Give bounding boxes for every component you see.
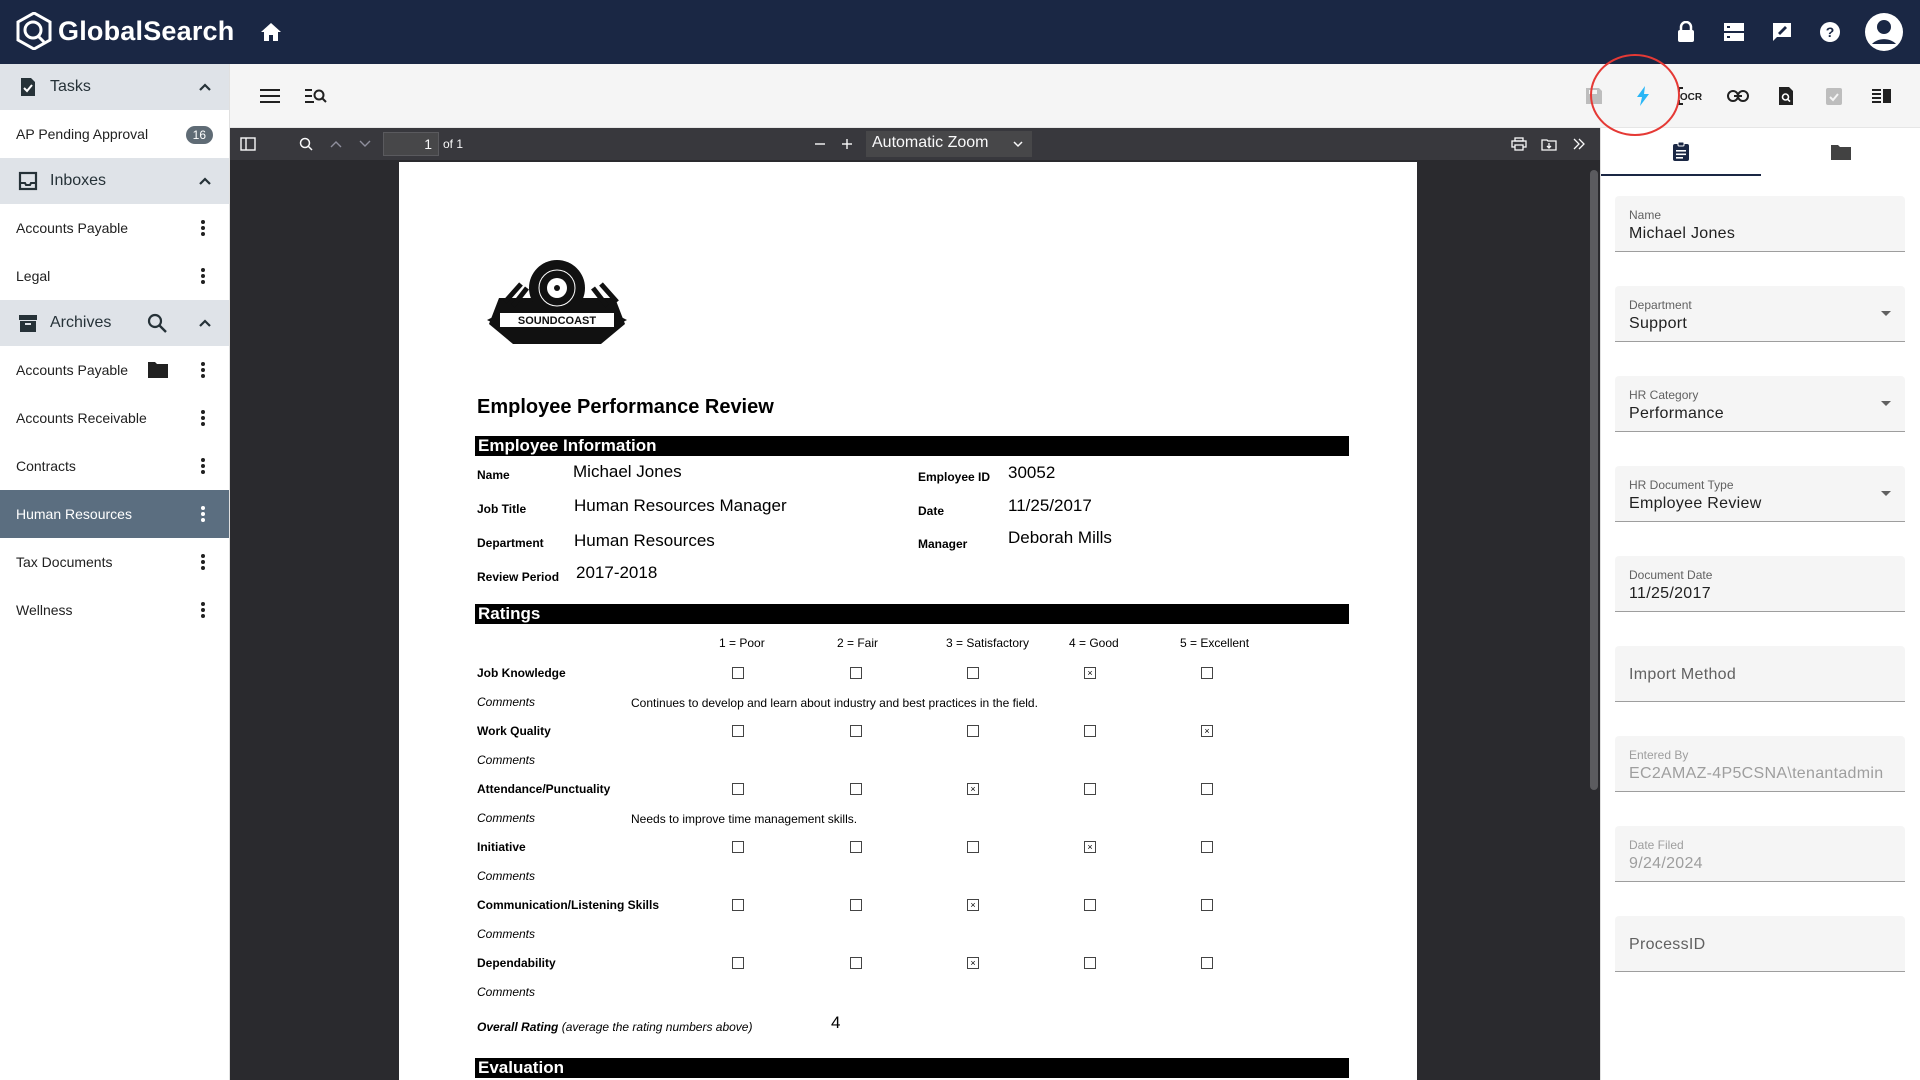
toggle-sidebar-button[interactable]	[238, 134, 258, 154]
rating-checkbox: ×	[1084, 841, 1096, 853]
lock-button[interactable]	[1672, 18, 1700, 46]
user-avatar[interactable]	[1864, 12, 1904, 52]
ocr-button[interactable]	[1678, 84, 1702, 108]
sidebar-item-archive-contracts[interactable]: Contracts	[0, 442, 229, 490]
rating-checkbox	[732, 957, 744, 969]
tab-related-documents[interactable]	[1761, 128, 1920, 176]
doc-department-value: Human Resources	[574, 531, 715, 550]
doc-employee-id-value: 30052	[1008, 463, 1056, 482]
chevron-down-icon	[1012, 138, 1024, 150]
feedback-icon	[1771, 21, 1793, 43]
rating-checkbox: ×	[1084, 667, 1096, 679]
print-button[interactable]	[1509, 134, 1529, 154]
hr-document-type-select[interactable]: HR Document Type Employee Review	[1615, 466, 1905, 522]
doc-date-value: 11/25/2017	[1008, 496, 1092, 515]
link-icon	[1727, 90, 1749, 102]
count-badge: 16	[186, 126, 213, 144]
rating-label: Communication/Listening Skills	[477, 898, 660, 912]
page-number-input[interactable]	[383, 132, 439, 156]
pdf-viewer-toolbar	[230, 128, 1600, 160]
more-vert-icon[interactable]	[193, 552, 213, 572]
chevron-up-icon[interactable]	[195, 171, 215, 191]
app-logo[interactable]	[16, 12, 234, 50]
search-results-button[interactable]	[304, 84, 328, 108]
rating-label: Work Quality	[477, 724, 551, 738]
pdf-page: SOUNDCOAST Employee Performance Review Employee Information Name Michael Jones Job Title Human Resources Manager Department Human Resources Review Period 2017-2018 Employee ID 30052 Date 11/25/2017 Manager Deborah Mills Ratings 1 = Poor 2 = Fair 3 = Satisfactory 4 = Good 5 = Excellent Job Knowledge × Comments Continues to develop and learn about industry and best practices in the field. Work Quality × Comments Attendance/Punctuality × Comments Needs to improve time management skills. Initiative × Comments Communication/Listening Skills × Comments Dependability × Comments Overall Rating (average the rating numbers above) 4 Evaluation	[399, 162, 1417, 1080]
rating-checkbox	[1201, 899, 1213, 911]
sidebar-section-tasks[interactable]: Tasks	[0, 64, 229, 110]
svg-text:OCR: OCR	[1679, 92, 1702, 103]
overall-rating-value: 4	[831, 1013, 841, 1032]
comments-label: Comments	[477, 869, 536, 883]
sidebar-item-inbox-legal[interactable]: Legal	[0, 252, 229, 300]
sidebar	[0, 64, 230, 1080]
download-icon	[1541, 137, 1557, 151]
tools-button[interactable]	[1569, 134, 1589, 154]
comments-label: Comments	[477, 927, 536, 941]
comments-label: Comments	[477, 985, 536, 999]
menu-button[interactable]	[258, 84, 282, 108]
rating-checkbox	[1201, 783, 1213, 795]
name-field[interactable]: Name Michael Jones	[1615, 196, 1905, 252]
previous-page-button[interactable]	[326, 134, 346, 154]
sidebar-item-archive-tax-documents[interactable]: Tax Documents	[0, 538, 229, 586]
comments-label: Comments	[477, 695, 536, 709]
rating-label: Initiative	[477, 840, 526, 854]
plus-icon	[840, 137, 854, 151]
sidebar-item-archive-human-resources[interactable]: Human Resources	[0, 490, 229, 538]
rating-checkbox: ×	[967, 899, 979, 911]
ocr-icon	[1678, 87, 1702, 105]
comment-text: Needs to improve time management skills.	[631, 812, 858, 826]
rating-checkbox: ×	[967, 783, 979, 795]
panel-tabs	[1601, 128, 1920, 176]
overall-rating-label: Overall Rating (average the rating numbers above)	[477, 1020, 753, 1034]
rating-checkbox	[850, 783, 862, 795]
department-select[interactable]: Department Support	[1615, 286, 1905, 342]
section-band-evaluation: Evaluation	[475, 1058, 1349, 1078]
pdf-find-button[interactable]	[296, 134, 316, 154]
rating-checkbox	[1201, 957, 1213, 969]
more-vert-icon[interactable]	[193, 456, 213, 476]
more-vert-icon[interactable]	[193, 266, 213, 286]
archive-icon	[18, 313, 38, 333]
sidebar-toggle-icon	[240, 137, 256, 151]
more-vert-icon[interactable]	[193, 408, 213, 428]
rating-checkbox	[850, 957, 862, 969]
pdf-scrollbar[interactable]	[1590, 170, 1598, 790]
rating-checkbox: ×	[1201, 725, 1213, 737]
section-band-ratings: Ratings	[475, 604, 1349, 624]
rating-checkbox	[1084, 783, 1096, 795]
manage-search-icon	[305, 87, 327, 105]
zoom-select[interactable]: Automatic Zoom	[866, 131, 1032, 157]
app-title: GlobalSearch	[58, 15, 235, 46]
task-icon	[18, 77, 38, 97]
dropdown-arrow-icon	[1881, 310, 1891, 318]
sidebar-item-archive-accounts-payable[interactable]: Accounts Payable	[0, 346, 229, 394]
document-toolbar	[230, 64, 1920, 128]
doc-name-value: Michael Jones	[573, 462, 682, 481]
more-vert-icon[interactable]	[193, 218, 213, 238]
zoom-in-button[interactable]	[837, 134, 857, 154]
find-in-document-button[interactable]	[1774, 84, 1798, 108]
rating-checkbox	[1084, 957, 1096, 969]
chevron-up-icon[interactable]	[195, 313, 215, 333]
home-button[interactable]	[257, 18, 285, 46]
process-id-field[interactable]: ProcessID	[1615, 916, 1905, 972]
save-icon	[1585, 87, 1603, 105]
doc-manager-value: Deborah Mills	[1008, 528, 1112, 547]
rating-checkbox	[732, 899, 744, 911]
double-chevron-right-icon	[1572, 138, 1586, 150]
account-circle-icon	[1864, 12, 1904, 52]
home-icon	[260, 22, 282, 42]
minus-icon	[813, 137, 827, 151]
help-button[interactable]	[1816, 18, 1844, 46]
import-method-field[interactable]: Import Method	[1615, 646, 1905, 702]
rating-checkbox	[1201, 667, 1213, 679]
rating-checkbox	[967, 725, 979, 737]
document-title: Employee Performance Review	[477, 396, 774, 418]
chevron-down-icon	[358, 139, 372, 149]
chevron-up-icon	[329, 139, 343, 149]
sidebar-item-archive-wellness[interactable]: Wellness	[0, 586, 229, 634]
approve-button[interactable]	[1822, 84, 1846, 108]
save-button[interactable]	[1582, 84, 1606, 108]
soundcoast-logo	[477, 254, 637, 364]
comments-label: Comments	[477, 811, 536, 825]
find-in-page-icon	[1778, 86, 1794, 106]
clipboard-icon	[1672, 141, 1690, 162]
vertical-split-icon	[1872, 88, 1892, 104]
folder-icon	[1830, 143, 1852, 161]
inbox-icon	[18, 171, 38, 191]
rating-checkbox	[850, 725, 862, 737]
assignment-check-icon	[1825, 86, 1843, 106]
more-vert-icon[interactable]	[193, 600, 213, 620]
section-band-employee-information: Employee Information	[475, 436, 1349, 456]
document-date-field[interactable]: Document Date 11/25/2017	[1615, 556, 1905, 612]
rating-checkbox	[732, 841, 744, 853]
entered-by-field: Entered By EC2AMAZ-4P5CSNA\tenantadmin	[1615, 736, 1905, 792]
rating-checkbox	[1201, 841, 1213, 853]
top-app-bar	[0, 0, 1920, 64]
hr-category-select[interactable]: HR Category Performance	[1615, 376, 1905, 432]
rating-checkbox	[1084, 899, 1096, 911]
rating-checkbox	[732, 667, 744, 679]
lock-icon	[1677, 21, 1695, 43]
download-button[interactable]	[1539, 134, 1559, 154]
sidebar-section-inboxes[interactable]: Inboxes	[0, 158, 229, 204]
tab-index-fields[interactable]	[1601, 128, 1761, 176]
rating-checkbox	[850, 667, 862, 679]
rating-checkbox	[967, 667, 979, 679]
link-button[interactable]	[1726, 84, 1750, 108]
toggle-panel-button[interactable]	[1870, 84, 1894, 108]
page-count: of 1	[443, 137, 464, 151]
globalsearch-logo-icon	[16, 12, 52, 50]
sidebar-item-inbox-accounts-payable[interactable]: Accounts Payable	[0, 204, 229, 252]
search-icon[interactable]	[146, 312, 168, 334]
date-filed-field: Date Filed 9/24/2024	[1615, 826, 1905, 882]
quick-action-button[interactable]	[1631, 84, 1655, 108]
zoom-out-button[interactable]	[810, 134, 830, 154]
search-icon	[299, 137, 313, 151]
menu-icon	[260, 88, 280, 104]
rating-label: Dependability	[477, 956, 556, 970]
rating-checkbox	[850, 841, 862, 853]
flash-icon	[1636, 85, 1650, 107]
doc-job-title-value: Human Resources Manager	[574, 496, 787, 515]
sidebar-item-archive-accounts-receivable[interactable]: Accounts Receivable	[0, 394, 229, 442]
help-icon	[1819, 21, 1841, 43]
more-vert-icon[interactable]	[193, 360, 213, 380]
rating-label: Job Knowledge	[477, 666, 566, 680]
doc-review-period-value: 2017-2018	[576, 563, 658, 582]
rating-checkbox	[732, 725, 744, 737]
rating-checkbox	[732, 783, 744, 795]
comment-text: Continues to develop and learn about industry and best practices in the field.	[631, 696, 1038, 710]
next-page-button[interactable]	[355, 134, 375, 154]
feedback-button[interactable]	[1768, 18, 1796, 46]
dropdown-arrow-icon	[1881, 490, 1891, 498]
storage-button[interactable]	[1720, 18, 1748, 46]
rating-checkbox: ×	[967, 957, 979, 969]
chevron-up-icon[interactable]	[195, 77, 215, 97]
rating-checkbox	[850, 899, 862, 911]
server-icon	[1723, 22, 1745, 42]
rating-label: Attendance/Punctuality	[477, 782, 611, 796]
rating-checkbox	[1084, 725, 1096, 737]
svg-text:SOUNDCOAST: SOUNDCOAST	[517, 315, 597, 327]
pdf-viewer[interactable]	[230, 160, 1600, 1080]
folder-icon	[148, 361, 168, 378]
svg-text:?: ?	[1825, 24, 1835, 40]
sidebar-item-ap-pending-approval[interactable]: AP Pending Approval 16	[0, 110, 229, 158]
print-icon	[1511, 137, 1527, 151]
metadata-panel	[1600, 128, 1920, 1080]
rating-checkbox	[967, 841, 979, 853]
more-vert-icon[interactable]	[193, 504, 213, 524]
comments-label: Comments	[477, 753, 536, 767]
sidebar-section-archives[interactable]: Archives	[0, 300, 229, 346]
dropdown-arrow-icon	[1881, 400, 1891, 408]
